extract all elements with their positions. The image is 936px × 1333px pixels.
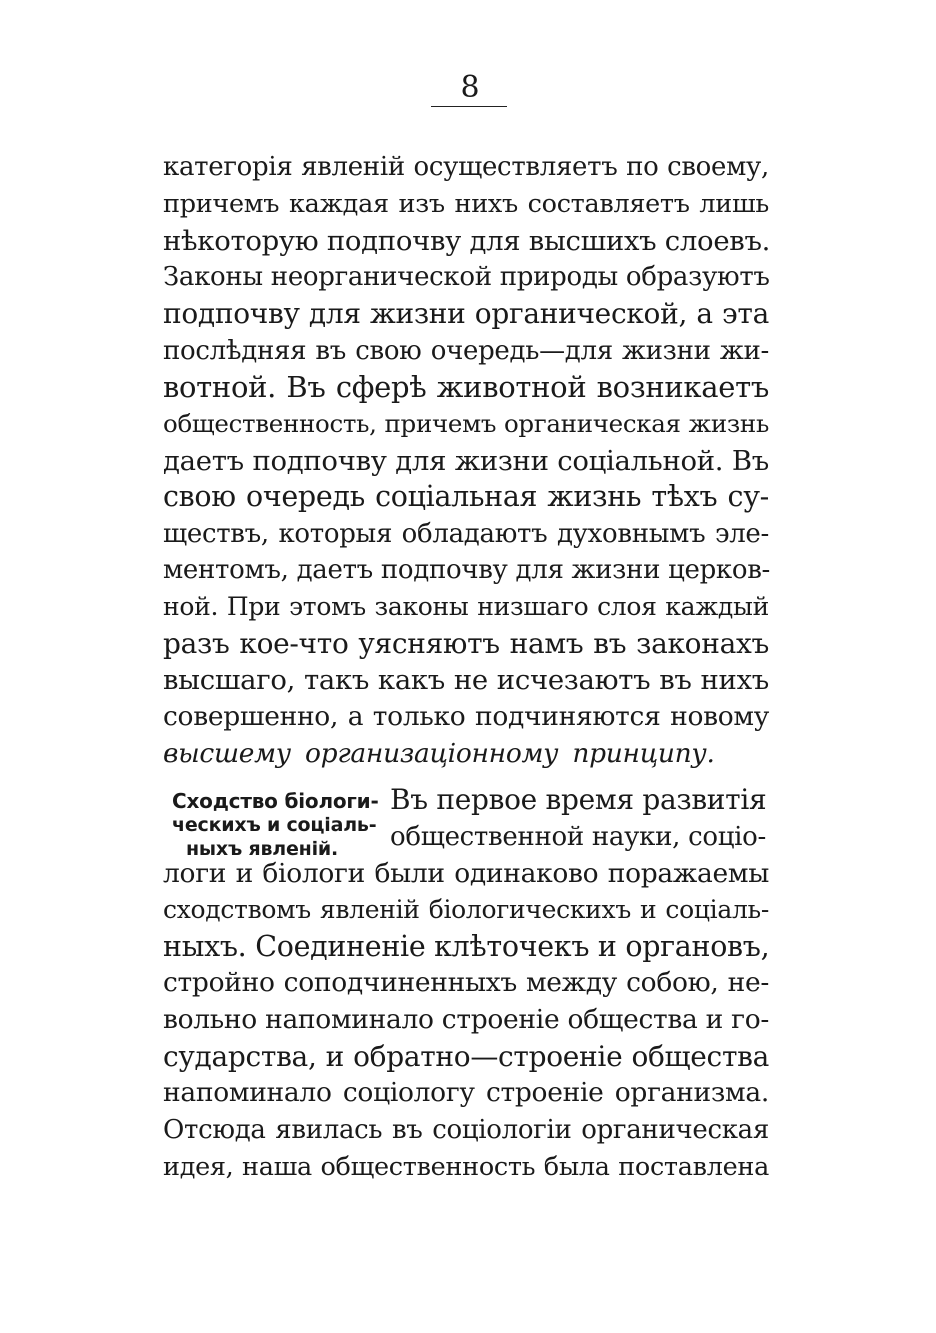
text-line: сударства, и обратно—строеніе общества xyxy=(163,1040,769,1073)
text-line: ществъ, которыя обладаютъ духовнымъ эле- xyxy=(163,519,769,549)
text-line: послѣдняя въ свою очередь—для жизни жи- xyxy=(163,336,769,366)
side-heading-line: ныхъ явленій. xyxy=(186,838,339,860)
italic-emphasis-line: высшему организаціонному принципу. xyxy=(163,738,715,769)
text-line: ной. При этомъ законы низшаго слоя каждый xyxy=(163,592,769,621)
page-number-rule xyxy=(431,106,507,107)
text-line: идея, наша общественность была поставлена xyxy=(163,1152,769,1182)
text-line: Отсюда явилась въ соціологіи органическая xyxy=(163,1115,769,1145)
text-line: логи и біологи были одинаково поражаемы xyxy=(163,858,769,889)
text-line: общественность, причемъ органическая жизнь xyxy=(163,409,769,438)
text-line: совершенно, а только подчиняются новому xyxy=(163,701,769,732)
text-line: Въ первое время развитія xyxy=(390,783,767,816)
text-line: подпочву для жизни органической, а эта xyxy=(163,297,769,330)
text-line: Законы неорганической природы образуютъ xyxy=(163,262,770,292)
text-line: высшаго, такъ какъ не исчезаютъ въ нихъ xyxy=(163,664,769,696)
side-heading-line: ческихъ и соціаль- xyxy=(172,814,377,836)
page-number: 8 xyxy=(460,70,480,105)
text-line: ныхъ. Соединеніе клѣточекъ и органовъ, xyxy=(163,930,770,963)
text-line: напоминало соціологу строеніе организма. xyxy=(163,1077,769,1108)
text-line: категорія явленій осуществляетъ по своему, xyxy=(163,152,769,182)
text-line: нѣкоторую подпочву для высшихъ слоевъ. xyxy=(163,225,771,257)
text-line: разъ кое-что уясняютъ намъ въ законахъ xyxy=(163,627,769,660)
text-line: даетъ подпочву для жизни соціальной. Въ xyxy=(163,445,769,477)
text-line: стройно соподчиненныхъ между собою, не- xyxy=(163,967,769,998)
text-line: вотной. Въ сферѣ животной возникаетъ xyxy=(163,370,769,404)
text-line: общественной науки, соціо- xyxy=(390,822,766,852)
text-line: свою очередь соціальная жизнь тѣхъ су- xyxy=(163,480,769,513)
side-heading-line: Сходство біологи- xyxy=(172,789,379,813)
text-line: вольно напоминало строеніе общества и го- xyxy=(163,1004,769,1035)
text-line: ментомъ, даетъ подпочву для жизни церков- xyxy=(163,555,771,585)
side-heading xyxy=(172,789,382,861)
text-line: причемъ каждая изъ нихъ составляетъ лишь xyxy=(163,189,769,219)
text-line: сходствомъ явленій біологическихъ и соціаль- xyxy=(163,895,769,924)
